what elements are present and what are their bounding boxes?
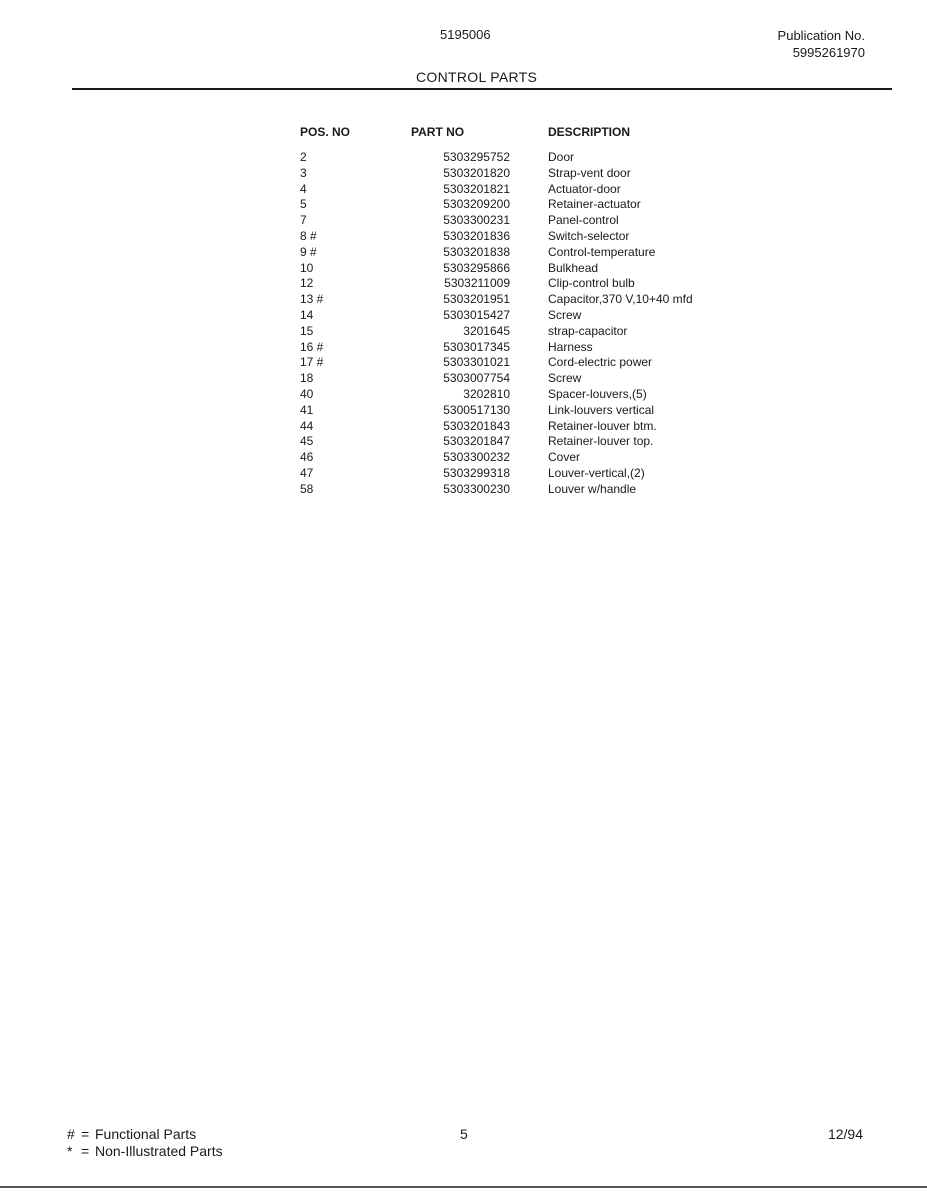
description-cell: Louver w/handle (548, 481, 637, 496)
description-cell: Retainer-louver btm. (548, 418, 657, 433)
pos-cell: 18 (300, 371, 314, 386)
part-number-cell: 5303017345 (443, 339, 510, 354)
part-number-cell: 3201645 (463, 323, 510, 338)
part-number-cell: 5303295866 (443, 260, 510, 275)
table-row (300, 308, 748, 324)
table-row (300, 371, 748, 387)
pos-cell: 46 (300, 450, 314, 465)
table-row (300, 355, 748, 371)
footer-date: 12/94 (827, 1126, 863, 1142)
part-number-cell: 5303299318 (443, 465, 510, 480)
part-number-cell: 5303201843 (443, 418, 510, 433)
table-row (300, 276, 748, 292)
table-row (300, 229, 748, 245)
publication-number: 5995261970 (792, 45, 865, 60)
description-cell: Spacer-louvers,(5) (548, 386, 647, 401)
pos-cell: 17 # (300, 355, 324, 370)
parts-table (300, 124, 748, 498)
section-title: CONTROL PARTS (416, 69, 538, 85)
description-cell: Bulkhead (548, 260, 599, 275)
table-row (300, 245, 748, 261)
table-row (300, 166, 748, 182)
pos-cell: 58 (300, 481, 314, 496)
pos-cell: 8 # (300, 228, 317, 243)
table-row (300, 403, 748, 419)
part-number-cell: 5303301021 (443, 355, 510, 370)
legend-item-non-illustrated (67, 1143, 223, 1160)
legend-equals: = (81, 1126, 90, 1142)
pos-cell: 5 (300, 197, 307, 212)
table-row (300, 387, 748, 403)
part-number-cell: 5303007754 (443, 371, 510, 386)
page-number: 5 (460, 1126, 468, 1142)
pos-cell: 4 (300, 181, 307, 196)
legend-item-functional (67, 1126, 223, 1143)
footer-legend (67, 1126, 223, 1160)
table-header-row (300, 124, 748, 150)
pos-cell: 47 (300, 465, 314, 480)
table-row (300, 434, 748, 450)
pos-cell: 15 (300, 323, 314, 338)
table-row (300, 482, 748, 498)
part-number-cell: 5303295752 (443, 150, 510, 164)
table-row (300, 324, 748, 340)
publication-label: Publication No. (777, 28, 865, 43)
description-cell: Control-temperature (548, 244, 656, 259)
part-number-cell: 5303201951 (443, 292, 510, 307)
parts-table-body (300, 150, 748, 498)
pos-cell: 13 # (300, 292, 324, 307)
legend-equals: = (81, 1143, 90, 1159)
model-number: 5195006 (440, 27, 491, 42)
table-row (300, 150, 748, 166)
part-number-cell: 5303211009 (444, 276, 510, 291)
pos-cell: 41 (300, 402, 314, 417)
description-cell: Screw (548, 371, 582, 386)
legend-symbol: # (67, 1126, 75, 1142)
part-number-cell: 3202810 (463, 386, 510, 401)
pos-cell: 45 (300, 434, 314, 449)
column-header-description: DESCRIPTION (548, 125, 631, 139)
table-row (300, 292, 748, 308)
pos-cell: 16 # (300, 339, 324, 354)
table-row (300, 261, 748, 277)
legend-symbol: * (67, 1143, 73, 1159)
description-cell: strap-capacitor (548, 323, 628, 338)
description-cell: Strap-vent door (548, 165, 631, 180)
pos-cell: 2 (300, 150, 307, 164)
description-cell: Switch-selector (548, 228, 630, 243)
table-row (300, 197, 748, 213)
header-divider (72, 88, 892, 90)
publication-block (778, 27, 865, 61)
description-cell: Retainer-louver top. (548, 434, 654, 449)
description-cell: Harness (548, 339, 593, 354)
description-cell: Retainer-actuator (548, 197, 641, 212)
table-row (300, 182, 748, 198)
legend-text: Non-Illustrated Parts (95, 1143, 223, 1159)
pos-cell: 10 (300, 260, 314, 275)
part-number-cell: 5300517130 (443, 402, 510, 417)
part-number-cell: 5303201821 (443, 181, 510, 196)
part-number-cell: 5303015427 (443, 307, 510, 322)
pos-cell: 3 (300, 165, 307, 180)
pos-cell: 7 (300, 213, 307, 228)
part-number-cell: 5303300230 (443, 481, 510, 496)
part-number-cell: 5303201838 (443, 244, 510, 259)
description-cell: Cord-electric power (548, 355, 653, 370)
table-row (300, 340, 748, 356)
description-cell: Actuator-door (548, 181, 621, 196)
part-number-cell: 5303201836 (443, 228, 510, 243)
column-header-pos: POS. NO (300, 125, 351, 139)
pos-cell: 14 (300, 307, 314, 322)
description-cell: Panel-control (548, 213, 619, 228)
pos-cell: 9 # (300, 244, 317, 259)
column-header-part: PART NO (411, 125, 465, 139)
description-cell: Link-louvers vertical (548, 402, 655, 417)
pos-cell: 40 (300, 386, 314, 401)
description-cell: Louver-vertical,(2) (548, 465, 645, 480)
part-number-cell: 5303300231 (443, 213, 510, 228)
legend-text: Functional Parts (95, 1126, 197, 1142)
description-cell: Capacitor,370 V,10+40 mfd (548, 292, 693, 307)
part-number-cell: 5303201847 (443, 434, 510, 449)
description-cell: Clip-control bulb (548, 276, 635, 291)
part-number-cell: 5303201820 (443, 165, 510, 180)
table-row (300, 450, 748, 466)
description-cell: Cover (548, 450, 581, 465)
part-number-cell: 5303209200 (443, 197, 510, 212)
pos-cell: 44 (300, 418, 314, 433)
part-number-cell: 5303300232 (443, 450, 510, 465)
table-row (300, 213, 748, 229)
description-cell: Screw (548, 307, 582, 322)
table-row (300, 466, 748, 482)
footer-divider (0, 1186, 927, 1188)
pos-cell: 12 (300, 276, 314, 291)
description-cell: Door (548, 150, 575, 164)
table-row (300, 419, 748, 435)
